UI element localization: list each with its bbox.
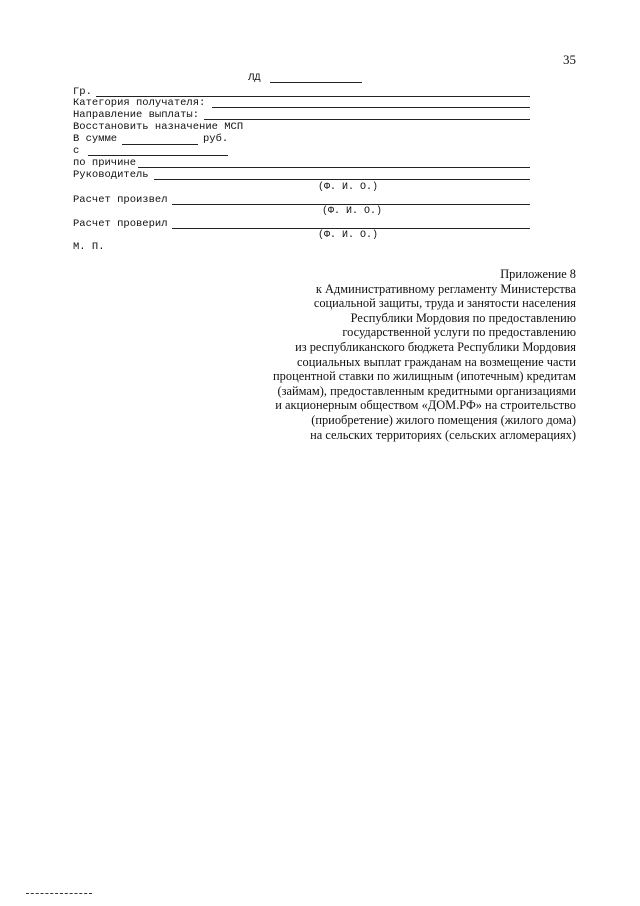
amount-label: В сумме (73, 133, 118, 145)
head-field[interactable] (154, 179, 530, 180)
appendix-line: процентной ставки по жилищным (ипотечным) кредитам (273, 369, 576, 384)
appendix-line: Республики Мордовия по предоставлению (350, 310, 576, 325)
appendix-line: к Административному регламенту Министерства (315, 281, 576, 296)
head-fio-caption: (Ф. И. О.) (318, 182, 379, 193)
appendix-line: государственной услуги по предоставлению (342, 325, 576, 340)
checked-label: Расчет проверил (73, 218, 168, 230)
appendix-heading (236, 267, 576, 442)
appendix-line: на сельских территориях (сельских агломерациях) (310, 427, 576, 442)
currency-label: руб. (203, 133, 229, 145)
category-label: Категория получателя: (73, 97, 206, 109)
from-label: с (73, 145, 80, 157)
checked-field[interactable] (172, 228, 530, 229)
calculated-label: Расчет произвел (73, 194, 168, 206)
ld-field[interactable] (270, 82, 362, 83)
direction-field[interactable] (204, 119, 530, 120)
checked-fio-caption: (Ф. И. О.) (318, 230, 379, 241)
category-field[interactable] (212, 107, 530, 108)
calculated-field[interactable] (172, 204, 530, 205)
citizen-label: Гр. (73, 86, 92, 98)
appendix-line: из республиканского бюджета Республики Мордовия (295, 339, 576, 354)
appendix-line: (приобретение) жилого помещения (жилого дома) (311, 412, 576, 427)
amount-field[interactable] (122, 144, 198, 145)
seal-label: М. П. (73, 241, 105, 253)
ld-label: ЛД (248, 72, 261, 84)
page-number: 35 (563, 52, 576, 67)
appendix-line: социальной защиты, труда и занятости населения (313, 296, 576, 311)
reason-label: по причине (73, 157, 137, 169)
head-label: Руководитель (73, 169, 149, 181)
calculated-fio-caption: (Ф. И. О.) (322, 206, 383, 217)
footer-divider (26, 893, 92, 894)
appendix-line: Приложение 8 (500, 267, 576, 281)
appendix-line: и акционерным обществом «ДОМ.РФ» на строительство (275, 398, 576, 413)
restore-label: Восстановить назначение МСП (73, 121, 244, 133)
appendix-line: социальных выплат гражданам на возмещение части (297, 354, 576, 369)
direction-label: Направление выплаты: (73, 109, 200, 121)
from-date-field[interactable] (88, 155, 228, 156)
reason-field[interactable] (138, 167, 530, 168)
appendix-line: (займам), предоставленным кредитными организациями (277, 383, 576, 398)
